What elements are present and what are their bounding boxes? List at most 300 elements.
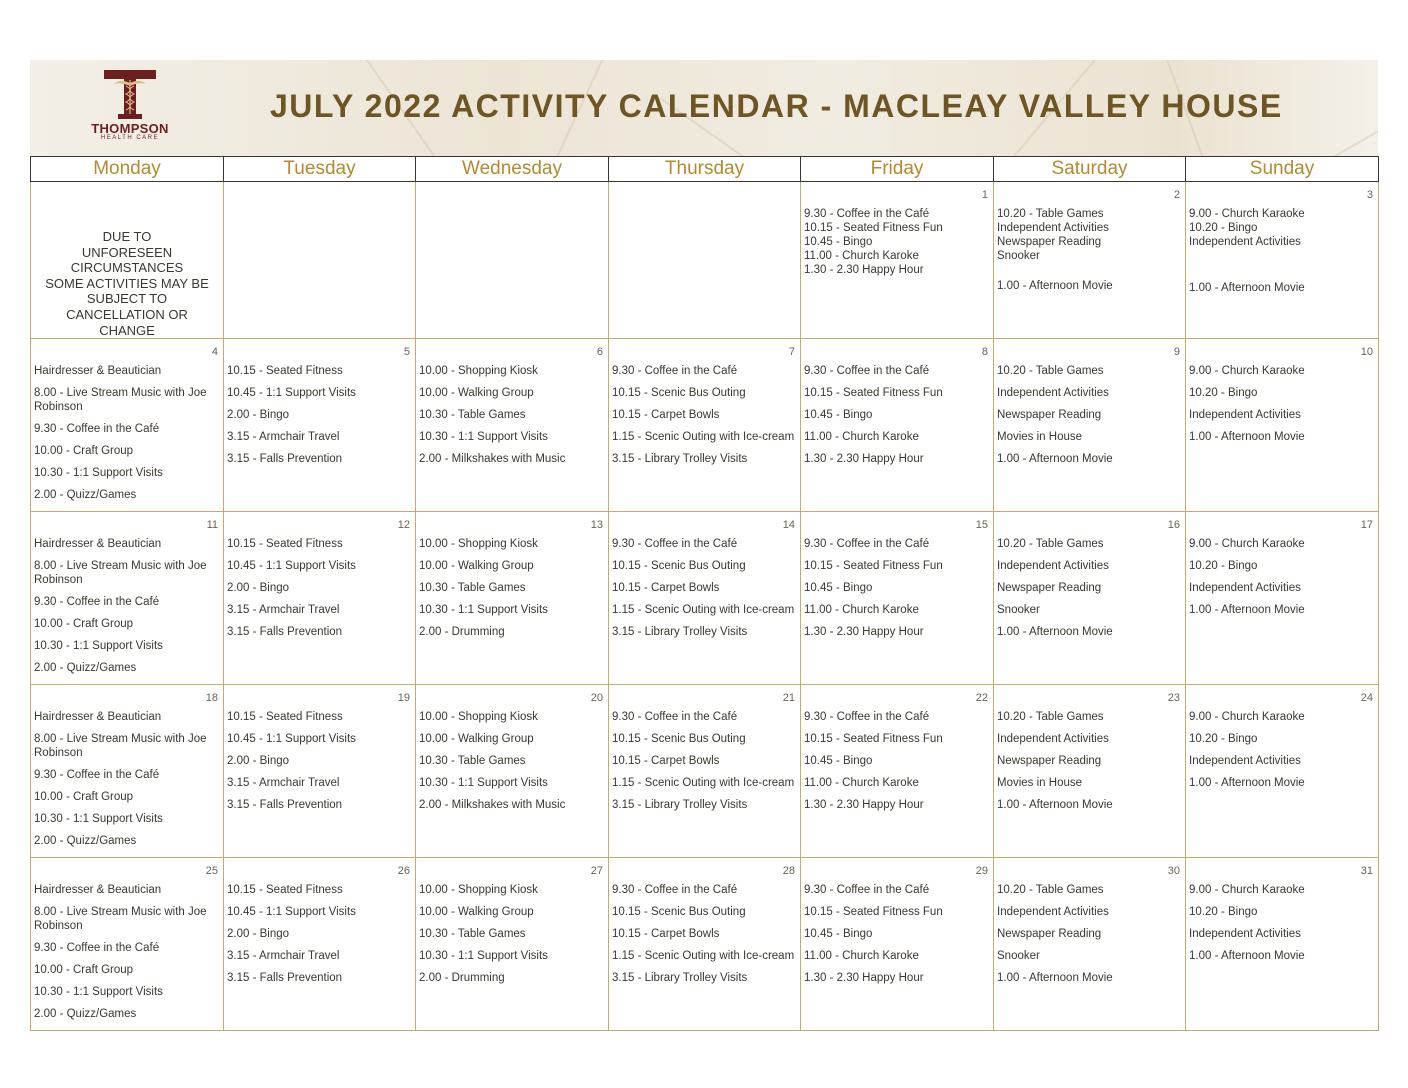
activity-spacer [997,963,1183,971]
day-cell [994,339,1186,512]
notice-line: CIRCUMSTANCES [70,260,184,276]
activity-list [609,359,800,474]
activity-spacer [804,919,991,927]
day-number: 16 [1167,519,1180,532]
notice-line: CANCELLATION OR [66,306,188,322]
activity-list [416,705,608,820]
activity-spacer [419,422,606,430]
activity-item: 1.00 - Afternoon Movie [1189,431,1305,444]
activity-item: 1.15 - Scenic Outing with Ice-cream [612,950,795,963]
activity-item: 10.15 - Scenic Bus Outing [612,387,746,400]
activity-item: 3.15 - Library Trolley Visits [612,799,748,812]
activity-list [801,878,993,993]
activity-spacer [997,551,1183,559]
day-number [416,182,608,202]
activity-item: 11.00 - Church Karoke [804,777,919,790]
activity-spacer [34,760,221,768]
day-number: 9 [1173,346,1180,359]
activity-list [609,878,800,993]
cancellation-notice [31,202,223,338]
activity-item: 3.15 - Armchair Travel [227,604,340,617]
activity-item: 10.30 - Table Games [419,928,526,941]
activity-item: 1.00 - Afternoon Movie [997,799,1113,812]
activity-spacer [1189,790,1376,798]
activity-item: 1.30 - 2.30 Happy Hour [804,972,924,985]
activity-item: 10.30 - 1:1 Support Visits [34,467,163,480]
day-number: 21 [782,692,795,705]
activity-spacer [804,790,991,798]
activity-list [994,878,1185,993]
activity-spacer [1189,400,1376,408]
activity-spacer [227,617,413,625]
activity-spacer [34,458,221,466]
activity-spacer [612,963,798,971]
activity-spacer [1189,768,1376,776]
activity-item: 1.15 - Scenic Outing with Ice-cream [612,431,795,444]
activity-item: 10.30 - 1:1 Support Visits [419,604,548,617]
activity-item: 10.00 - Shopping Kiosk [419,711,538,724]
day-number: 2 [1173,189,1180,201]
activity-item: Movies in House [997,777,1083,790]
activity-item: 11.00 - Church Karoke [804,431,919,444]
activity-item: 10.15 - Seated Fitness Fun [804,906,943,919]
activity-item: 9.30 - Coffee in the Café [804,884,930,897]
activity-item: 10.15 - Seated Fitness [227,711,343,724]
activity-list [994,532,1185,647]
activity-list [994,202,1185,293]
activity-spacer [227,985,413,993]
activity-spacer [419,812,606,820]
activity-spacer [804,422,991,430]
weekday-header-wednesday: Wednesday [416,157,609,182]
activity-list [801,202,993,277]
activity-item: 10.45 - 1:1 Support Visits [227,733,356,746]
day-cell [609,685,801,858]
activity-item: Newspaper Reading [997,582,1102,595]
activity-spacer [612,941,798,949]
day-number: 3 [1366,189,1373,201]
day-number [31,182,223,202]
activity-item: 3.15 - Armchair Travel [227,431,340,444]
activity-item: 2.00 - Bingo [227,582,290,595]
day-cell [31,182,224,339]
activity-spacer [419,919,606,927]
activity-item: 2.00 - Milkshakes with Music [419,453,566,466]
activity-item: 8.00 - Live Stream Music with Joe Robinson [34,387,207,414]
day-number: 5 [403,346,410,359]
day-cell [1186,858,1379,1031]
activity-item: Hairdresser & Beautician [34,538,162,551]
activity-item: 10.20 - Table Games [997,208,1104,220]
activity-item: 10.45 - 1:1 Support Visits [227,560,356,573]
activity-spacer [227,790,413,798]
activity-item: 10.15 - Seated Fitness Fun [804,222,943,234]
day-number: 22 [975,692,988,705]
day-number: 17 [1360,519,1373,532]
activity-spacer [612,444,798,452]
activity-item: 1.15 - Scenic Outing with Ice-cream [612,777,795,790]
activity-item: 9.30 - Coffee in the Café [34,596,160,609]
activity-list [609,532,800,647]
activity-item: Independent Activities [997,222,1109,234]
activity-spacer [227,724,413,732]
activity-item: 1.15 - Scenic Outing with Ice-cream [612,604,795,617]
activity-spacer [34,631,221,639]
day-cell [994,512,1186,685]
activity-item: 3.15 - Falls Prevention [227,799,343,812]
activity-spacer [612,812,798,820]
activity-item: 3.15 - Library Trolley Visits [612,453,748,466]
activity-spacer [997,790,1183,798]
day-cell [609,339,801,512]
activity-item: 2.00 - Drumming [419,626,505,639]
day-cell [416,339,609,512]
activity-item: 9.30 - Coffee in the Café [804,365,930,378]
activity-spacer [612,422,798,430]
activity-item: 2.00 - Quizz/Games [34,489,137,502]
activity-item: 10.00 - Shopping Kiosk [419,884,538,897]
day-number: 14 [782,519,795,532]
activity-item: 10.00 - Shopping Kiosk [419,538,538,551]
activity-list [801,359,993,474]
activity-spacer [34,933,221,941]
activity-item: 1.00 - Afternoon Movie [1189,777,1305,790]
activity-item: 3.15 - Library Trolley Visits [612,626,748,639]
activity-item: 3.15 - Falls Prevention [227,626,343,639]
activity-spacer [612,897,798,905]
day-cell [31,512,224,685]
activity-list [416,532,608,647]
activity-spacer [34,977,221,985]
activity-spacer [804,746,991,754]
activity-spacer [612,724,798,732]
activity-spacer [612,919,798,927]
activity-spacer [419,963,606,971]
activity-item: 10.45 - Bingo [804,582,873,595]
calendar-week-row [31,685,1379,858]
day-number: 30 [1167,865,1180,878]
weekday-header-row [31,157,1379,182]
activity-spacer [612,595,798,603]
activity-item: 2.00 - Quizz/Games [34,1008,137,1021]
activity-list [801,705,993,820]
activity-item: Snooker [997,950,1040,963]
activity-item: 8.00 - Live Stream Music with Joe Robinson [34,560,207,587]
activity-item: 10.15 - Seated Fitness [227,884,343,897]
activity-spacer [419,595,606,603]
activity-spacer [1189,617,1376,625]
activity-spacer [419,768,606,776]
day-number: 27 [590,865,603,878]
activity-item: 1.30 - 2.30 Happy Hour [804,626,924,639]
day-cell [31,339,224,512]
activity-spacer [227,768,413,776]
day-number: 23 [1167,692,1180,705]
activity-list [31,532,223,683]
day-cell [994,685,1186,858]
activity-spacer [34,587,221,595]
activity-spacer [227,812,413,820]
activity-item: 10.00 - Craft Group [34,791,134,804]
activity-spacer [1189,249,1376,265]
activity-item: 2.00 - Bingo [227,928,290,941]
activity-spacer [612,466,798,474]
activity-spacer [34,848,221,856]
caduceus-t-icon [102,68,158,120]
activity-item: 10.30 - 1:1 Support Visits [419,950,548,963]
activity-item: 1.00 - Afternoon Movie [997,972,1113,985]
day-number: 28 [782,865,795,878]
day-cell [1186,339,1379,512]
day-cell [1186,182,1379,339]
activity-spacer [227,422,413,430]
activity-list [609,705,800,820]
day-number: 18 [205,692,218,705]
activity-item: Independent Activities [1189,236,1301,248]
activity-spacer [419,378,606,386]
activity-spacer [1189,595,1376,603]
activity-item: 9.30 - Coffee in the Café [804,711,930,724]
activity-item: 10.15 - Seated Fitness [227,365,343,378]
activity-item: 10.30 - Table Games [419,755,526,768]
activity-spacer [227,897,413,905]
day-cell [416,182,609,339]
activity-spacer [997,812,1183,820]
activity-spacer [1189,919,1376,927]
activity-spacer [34,999,221,1007]
activity-spacer [419,466,606,474]
activity-spacer [612,551,798,559]
day-number: 1 [981,189,988,201]
activity-list [1186,705,1378,798]
activity-item: 10.00 - Craft Group [34,964,134,977]
activity-spacer [804,724,991,732]
day-number: 10 [1360,346,1373,359]
activity-list [31,705,223,856]
activity-spacer [419,551,606,559]
day-cell [31,858,224,1031]
weekday-header-friday: Friday [801,157,994,182]
activity-item: 9.00 - Church Karaoke [1189,711,1305,724]
activity-item: 10.15 - Scenic Bus Outing [612,733,746,746]
activity-spacer [997,617,1183,625]
activity-list [1186,532,1378,625]
thompson-logo [70,68,190,152]
day-number: 19 [397,692,410,705]
activity-spacer [612,639,798,647]
activity-item: 9.30 - Coffee in the Café [612,365,738,378]
activity-item: 10.30 - 1:1 Support Visits [419,431,548,444]
activity-spacer [227,963,413,971]
activity-list [224,878,415,993]
activity-list [416,878,608,993]
activity-spacer [34,609,221,617]
activity-spacer [1189,551,1376,559]
activity-item: 9.00 - Church Karaoke [1189,208,1305,220]
activity-spacer [419,724,606,732]
activity-item: 10.20 - Table Games [997,711,1104,724]
activity-item: 8.00 - Live Stream Music with Joe Robinson [34,906,207,933]
activity-item: Snooker [997,250,1040,262]
day-number: 7 [788,346,795,359]
activity-spacer [997,768,1183,776]
activity-spacer [1189,422,1376,430]
activity-spacer [419,573,606,581]
activity-spacer [997,466,1183,474]
activity-item: 10.00 - Walking Group [419,906,534,919]
day-number: 13 [590,519,603,532]
activity-item: Independent Activities [1189,755,1301,768]
activity-spacer [34,414,221,422]
day-number: 24 [1360,692,1373,705]
activity-item: Movies in House [997,431,1083,444]
day-cell [801,858,994,1031]
activity-spacer [34,480,221,488]
activity-spacer [804,378,991,386]
activity-item: Snooker [997,604,1040,617]
activity-item: 1.00 - Afternoon Movie [997,280,1113,292]
activity-item: 10.15 - Seated Fitness Fun [804,387,943,400]
day-number: 29 [975,865,988,878]
activity-spacer [419,617,606,625]
activity-item: 10.00 - Craft Group [34,445,134,458]
activity-item: 10.45 - Bingo [804,409,873,422]
activity-item: 9.00 - Church Karaoke [1189,884,1305,897]
activity-list [224,532,415,647]
activity-item: 11.00 - Church Karoke [804,950,919,963]
day-number: 4 [211,346,218,359]
activity-item: 1.00 - Afternoon Movie [1189,282,1305,294]
activity-item: 10.20 - Bingo [1189,222,1258,234]
activity-spacer [804,444,991,452]
activity-item: 10.45 - Bingo [804,928,873,941]
activity-spacer [227,941,413,949]
activity-item: 10.45 - Bingo [804,755,873,768]
logo-name: THOMPSON [91,121,169,136]
activity-item: 2.00 - Quizz/Games [34,662,137,675]
activity-spacer [34,436,221,444]
activity-item: 1.00 - Afternoon Movie [997,453,1113,466]
activity-item: 10.00 - Walking Group [419,387,534,400]
activity-item: 10.00 - Shopping Kiosk [419,365,538,378]
activity-spacer [997,919,1183,927]
activity-item: 10.20 - Table Games [997,365,1104,378]
activity-list [1186,878,1378,971]
activity-item: 10.20 - Bingo [1189,733,1258,746]
activity-item: 10.30 - Table Games [419,582,526,595]
activity-item: Newspaper Reading [997,409,1102,422]
activity-spacer [227,400,413,408]
activity-item: Newspaper Reading [997,236,1102,248]
activity-item: 8.00 - Live Stream Music with Joe Robinson [34,733,207,760]
activity-spacer [419,985,606,993]
activity-list [1186,202,1378,295]
activity-spacer [997,746,1183,754]
activity-item: 10.15 - Seated Fitness Fun [804,560,943,573]
activity-spacer [419,400,606,408]
calendar-week-row [31,512,1379,685]
activity-list [31,878,223,1029]
activity-spacer [997,263,1183,279]
activity-spacer [1189,573,1376,581]
day-cell [801,512,994,685]
activity-spacer [612,790,798,798]
activity-spacer [419,639,606,647]
activity-spacer [997,639,1183,647]
activity-item: 10.20 - Table Games [997,884,1104,897]
activity-item: 10.20 - Table Games [997,538,1104,551]
activity-spacer [227,551,413,559]
day-cell [609,858,801,1031]
activity-item: 10.15 - Carpet Bowls [612,582,720,595]
activity-item: 3.15 - Armchair Travel [227,950,340,963]
activity-item: 9.00 - Church Karaoke [1189,538,1305,551]
activity-spacer [997,985,1183,993]
activity-spacer [612,378,798,386]
activity-spacer [1189,963,1376,971]
activity-item: 2.00 - Quizz/Games [34,835,137,848]
weekday-header-tuesday: Tuesday [224,157,416,182]
day-number: 25 [205,865,218,878]
activity-item: 10.00 - Walking Group [419,733,534,746]
activity-spacer [997,422,1183,430]
day-number: 31 [1360,865,1373,878]
activity-item: 3.15 - Armchair Travel [227,777,340,790]
activity-spacer [34,955,221,963]
activity-item: 10.15 - Seated Fitness Fun [804,733,943,746]
activity-spacer [997,573,1183,581]
activity-spacer [804,617,991,625]
activity-spacer [227,595,413,603]
day-cell [609,182,801,339]
activity-item: 10.30 - Table Games [419,409,526,422]
activity-spacer [1189,265,1376,281]
activity-spacer [227,746,413,754]
day-cell [994,858,1186,1031]
activity-item: 9.30 - Coffee in the Café [804,538,930,551]
activity-spacer [1189,897,1376,905]
activity-spacer [227,466,413,474]
activity-item: 10.45 - Bingo [804,236,873,248]
activity-item: 10.15 - Seated Fitness [227,538,343,551]
activity-item: 9.30 - Coffee in the Café [34,423,160,436]
activity-spacer [997,595,1183,603]
day-cell [609,512,801,685]
day-number [609,182,800,202]
day-cell [416,685,609,858]
activity-item: 10.45 - 1:1 Support Visits [227,906,356,919]
activity-item: 1.00 - Afternoon Movie [1189,604,1305,617]
day-cell [801,685,994,858]
activity-item: Newspaper Reading [997,928,1102,941]
activity-item: Hairdresser & Beautician [34,365,162,378]
activity-spacer [612,573,798,581]
activity-spacer [804,595,991,603]
activity-spacer [804,812,991,820]
activity-list [994,705,1185,820]
day-cell [416,858,609,1031]
activity-spacer [34,804,221,812]
activity-item: 10.20 - Bingo [1189,560,1258,573]
activity-list [801,532,993,647]
activity-spacer [34,897,221,905]
activity-item: 10.20 - Bingo [1189,906,1258,919]
activity-spacer [34,378,221,386]
activity-spacer [1189,378,1376,386]
day-cell [801,182,994,339]
activity-item: 1.00 - Afternoon Movie [997,626,1113,639]
day-cell [224,339,416,512]
